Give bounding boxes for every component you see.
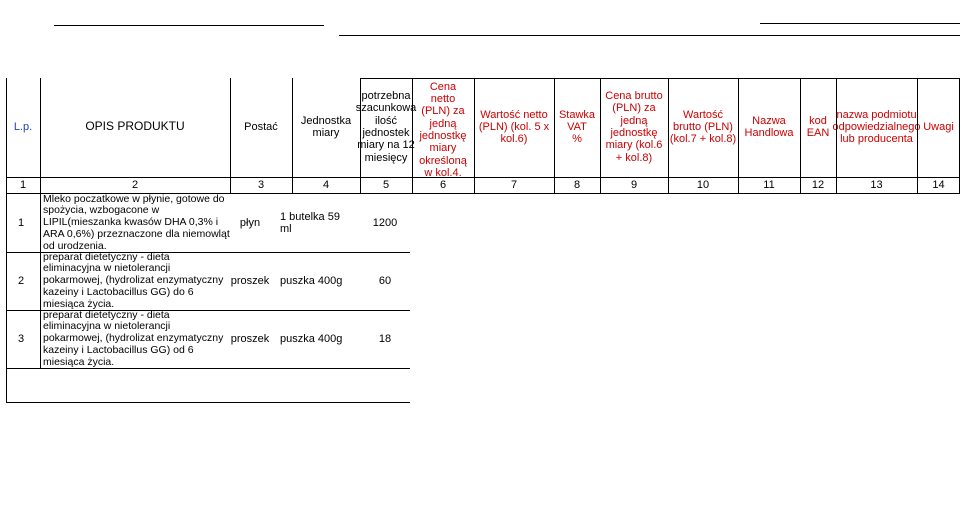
row-3-form: proszek bbox=[230, 333, 270, 345]
row-3-unit: puszka 400g bbox=[280, 333, 343, 345]
row-3-lp: 3 bbox=[17, 333, 25, 345]
header-nazwa-handlowa: Nazwa Handlowa bbox=[744, 114, 794, 139]
header-col-line-5 bbox=[412, 78, 413, 193]
row-3-quantity: 18 bbox=[378, 333, 392, 345]
stamp-line bbox=[54, 25, 324, 26]
header-col-line-8 bbox=[600, 78, 601, 193]
col-number-11: 11 bbox=[763, 179, 775, 191]
col-number-3: 3 bbox=[257, 179, 265, 191]
attachment-underline bbox=[760, 23, 960, 24]
header-col-line-12 bbox=[836, 78, 837, 193]
header-ilosc: potrzebna szacunkowa ilość jednostek miary na 12 miesięcy bbox=[355, 90, 417, 164]
header-cena-brutto: Cena brutto (PLN) za jedną jednostkę miary (kol.6 + kol.8) bbox=[605, 90, 663, 164]
col-number-4: 4 bbox=[322, 179, 330, 191]
header-vat: Stawka VAT % bbox=[558, 108, 596, 146]
row-2-unit: puszka 400g bbox=[280, 275, 343, 287]
header-top-line bbox=[360, 78, 960, 79]
row-3-description: preparat dietetyczny - dieta eliminacyjna w nietolerancji pokarmowej, (hydrolizat enzymatyczny kazeiny i Lactobacillus GG) od 6 miesiąca życia. bbox=[43, 308, 224, 368]
row-2-form: proszek bbox=[230, 275, 270, 287]
header-col-line-0 bbox=[6, 78, 7, 193]
header-uwagi: Uwagi bbox=[923, 120, 954, 133]
header-col-line-7 bbox=[554, 78, 555, 193]
header-podmiot: nazwa podmiotu odpowiedzialnego lub producenta bbox=[832, 108, 921, 146]
header-col-line-11 bbox=[800, 78, 801, 193]
header-ean: kod EAN bbox=[806, 114, 830, 139]
header-cena-netto: Cena netto (PLN) za jedną jednostkę miary określoną w kol.4. bbox=[419, 80, 467, 179]
col-number-10: 10 bbox=[696, 179, 710, 191]
row-1-description: Mleko poczatkowe w płynie, gotowe do spożycia, wzbogacone w LIPIL(mieszanka kwasów DHA 0,3% i ARA 0,6%) przeznaczone dla niemowląt od urodzenia. bbox=[43, 192, 230, 252]
header-jednostka: Jednostka miary bbox=[300, 114, 352, 139]
row-1-quantity: 1200 bbox=[372, 217, 398, 229]
header-col-line-9 bbox=[668, 78, 669, 193]
row-2-lp: 2 bbox=[17, 275, 25, 287]
col-number-5: 5 bbox=[382, 179, 390, 191]
row-1-lp: 1 bbox=[17, 217, 25, 229]
total-bottom-line bbox=[6, 402, 410, 403]
header-bottom-line bbox=[6, 177, 960, 178]
header-col-line-3 bbox=[292, 78, 293, 193]
row-1-form: płyn bbox=[239, 217, 261, 229]
header-wartosc-brutto: Wartość brutto (PLN) (kol.7 + kol.8) bbox=[669, 108, 737, 146]
header-col-line-4 bbox=[360, 78, 361, 193]
header-opis: OPIS PRODUKTU bbox=[85, 119, 185, 134]
row-2-quantity: 60 bbox=[378, 275, 392, 287]
header-lp: L.p. bbox=[13, 120, 33, 133]
col-number-2: 2 bbox=[131, 179, 139, 191]
header-col-line-10 bbox=[738, 78, 739, 193]
col-number-12: 12 bbox=[811, 179, 825, 191]
header-col-line-1 bbox=[40, 78, 41, 193]
header-postac: Postać bbox=[244, 120, 278, 133]
header-col-line-2 bbox=[230, 78, 231, 193]
col-number-13: 13 bbox=[870, 179, 883, 191]
col-number-14: 14 bbox=[932, 179, 945, 191]
row-1-unit: 1 butelka 59 ml bbox=[280, 211, 340, 235]
col-number-6: 6 bbox=[439, 179, 447, 191]
col-number-8: 8 bbox=[573, 179, 581, 191]
header-wartosc-netto: Wartość netto (PLN) (kol. 5 x kol.6) bbox=[478, 108, 550, 146]
col-number-7: 7 bbox=[510, 179, 518, 191]
row-2-description: preparat dietetyczny - dieta eliminacyjna w nietolerancji pokarmowej, (hydrolizat enzymatyczny kazeiny i Lactobacillus GG) do 6 miesiąca życia. bbox=[43, 250, 224, 310]
col-number-1: 1 bbox=[19, 179, 27, 191]
header-col-line-13 bbox=[917, 78, 918, 193]
header-col-line-6 bbox=[474, 78, 475, 193]
col-number-9: 9 bbox=[630, 179, 638, 191]
